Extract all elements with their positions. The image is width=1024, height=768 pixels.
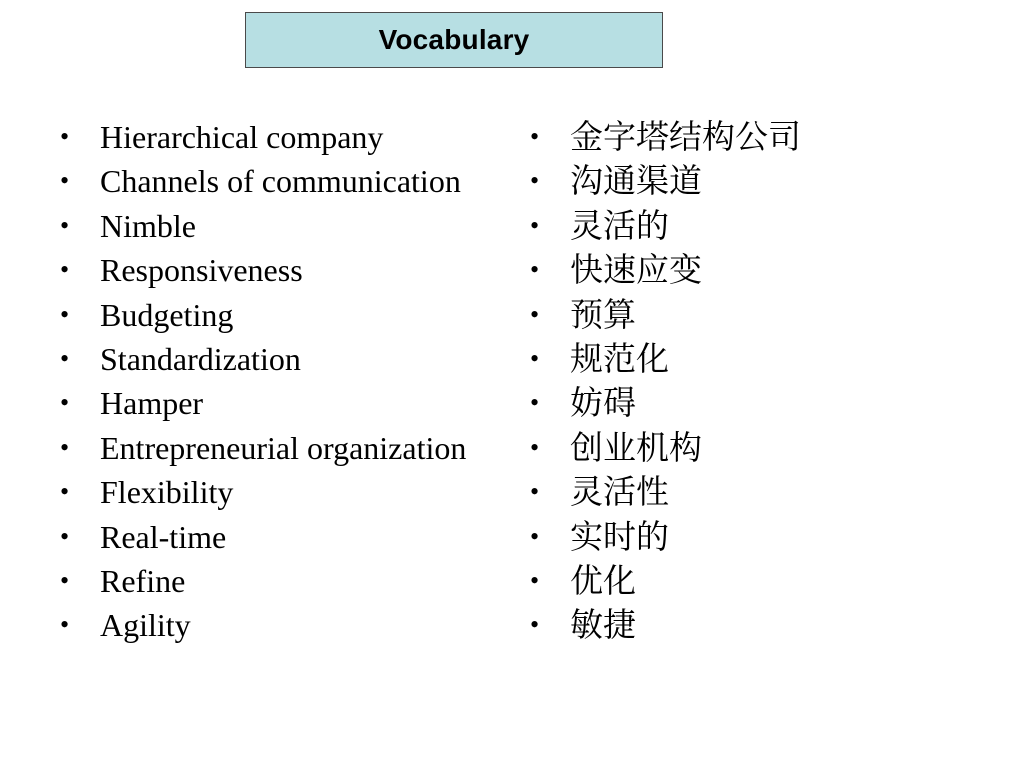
bullet-icon: • [530, 565, 540, 595]
bullet-icon: • [530, 166, 540, 196]
bullet-icon: • [60, 299, 70, 329]
bullet-icon: • [530, 388, 540, 418]
chinese-item [530, 470, 890, 514]
english-term: Agility [100, 607, 191, 644]
bullet-icon: • [530, 610, 540, 640]
english-item [60, 470, 535, 514]
english-item [60, 559, 535, 603]
chinese-item [530, 248, 890, 292]
chinese-term: 快速应变 [570, 250, 702, 290]
english-term: Hamper [100, 385, 204, 422]
bullet-icon: • [60, 565, 70, 595]
bullet-icon: • [530, 210, 540, 240]
chinese-item [530, 515, 890, 559]
chinese-item [530, 426, 890, 470]
english-terms-list [60, 115, 535, 648]
english-term: Refine [100, 562, 186, 599]
chinese-item [530, 159, 890, 203]
bullet-icon: • [60, 255, 70, 285]
bullet-icon: • [530, 255, 540, 285]
chinese-term: 金字塔结构公司 [570, 117, 801, 156]
bullet-icon: • [60, 343, 70, 373]
chinese-term: 敏捷 [570, 605, 636, 645]
english-term: Budgeting [100, 296, 234, 333]
bullet-icon: • [60, 432, 70, 462]
chinese-item [530, 204, 890, 248]
english-term: Entrepreneurial organization [100, 429, 467, 466]
chinese-term: 实时的 [570, 516, 669, 556]
bullet-icon: • [530, 122, 540, 151]
chinese-terms-list [530, 115, 890, 648]
bullet-icon: • [530, 477, 540, 507]
chinese-item [530, 559, 890, 603]
english-item [60, 159, 535, 203]
english-term: Real-time [100, 518, 227, 555]
chinese-term: 沟通渠道 [570, 161, 702, 201]
vocabulary-title: Vocabulary [245, 12, 663, 68]
chinese-term: 妨碍 [570, 383, 636, 423]
bullet-icon: • [60, 166, 70, 196]
english-term: Responsiveness [100, 252, 303, 289]
english-item [60, 204, 535, 248]
english-item [60, 293, 535, 337]
english-item [60, 426, 535, 470]
chinese-term: 优化 [570, 560, 636, 600]
chinese-item [530, 115, 890, 159]
chinese-term: 规范化 [570, 338, 669, 378]
chinese-item [530, 293, 890, 337]
chinese-item [530, 603, 890, 647]
bullet-icon: • [60, 477, 70, 507]
english-item [60, 515, 535, 559]
english-item [60, 337, 535, 381]
bullet-icon: • [60, 210, 70, 240]
chinese-item [530, 337, 890, 381]
bullet-icon: • [60, 521, 70, 551]
chinese-term: 灵活性 [570, 472, 669, 512]
bullet-icon: • [60, 610, 70, 640]
english-term: Standardization [100, 340, 301, 377]
bullet-icon: • [530, 521, 540, 551]
bullet-icon: • [60, 122, 70, 151]
english-term: Channels of communication [100, 163, 461, 200]
chinese-term: 创业机构 [570, 427, 702, 467]
bullet-icon: • [530, 343, 540, 373]
bullet-icon: • [60, 388, 70, 418]
bullet-icon: • [530, 299, 540, 329]
chinese-term: 灵活的 [570, 205, 669, 245]
chinese-term: 预算 [570, 294, 636, 334]
bullet-icon: • [530, 432, 540, 462]
english-term: Hierarchical company [100, 119, 384, 155]
english-term: Flexibility [100, 474, 234, 511]
english-term: Nimble [100, 207, 196, 244]
english-item [60, 603, 535, 647]
chinese-item [530, 381, 890, 425]
english-item [60, 381, 535, 425]
english-item [60, 115, 535, 159]
english-item [60, 248, 535, 292]
